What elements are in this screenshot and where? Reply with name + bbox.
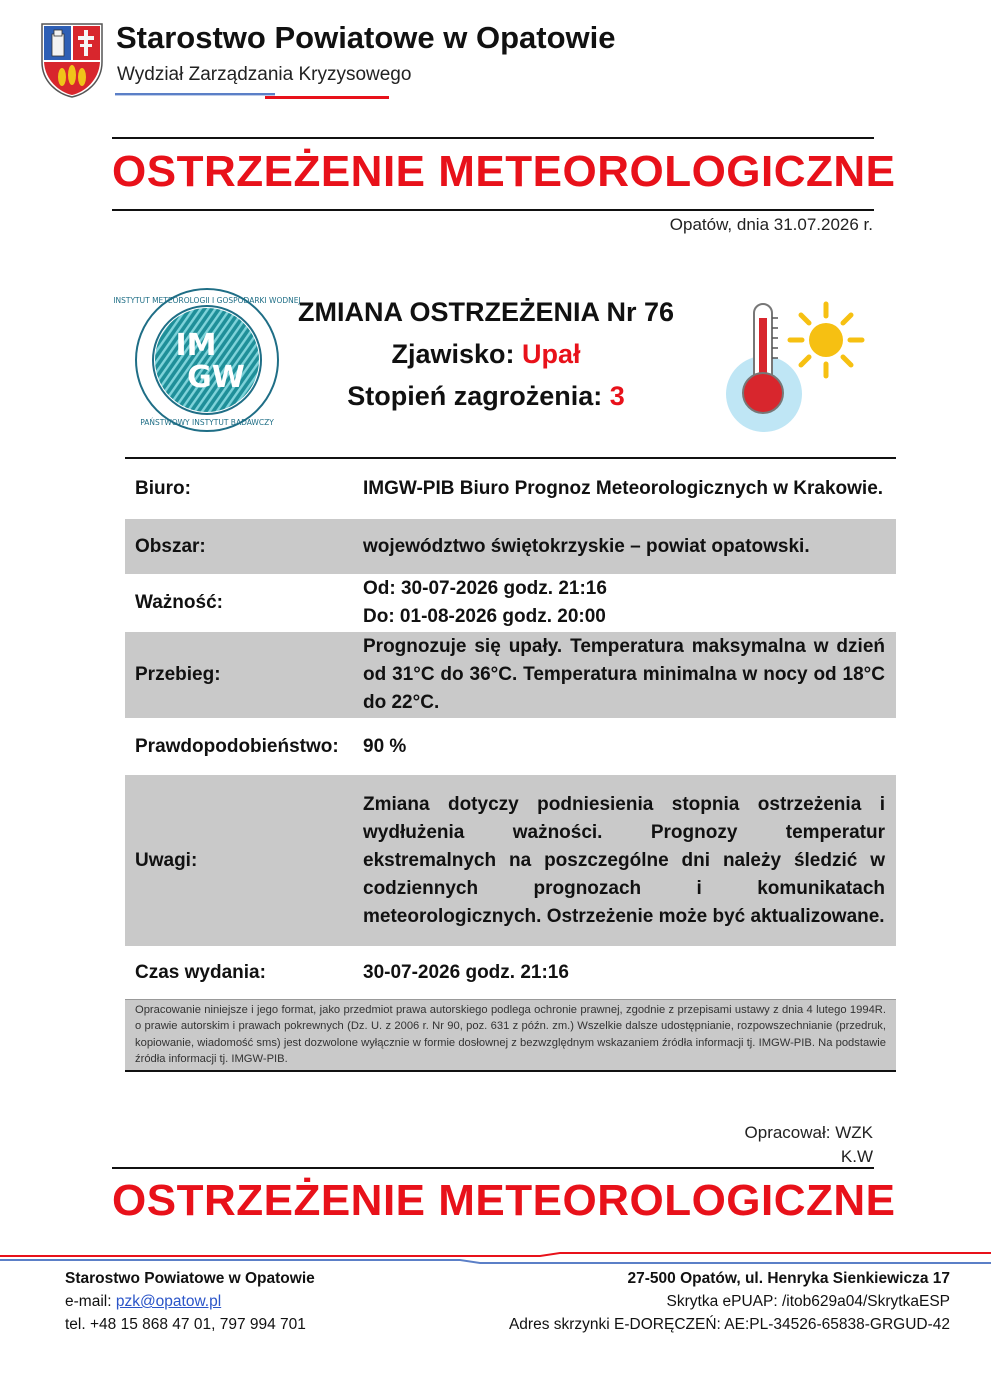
label-uwagi: Uwagi: (135, 849, 198, 871)
bottom-title: OSTRZEŻENIE METEOROLOGICZNE (112, 1176, 896, 1225)
valid-from: Od: 30-07-2026 godz. 21:16 (363, 578, 607, 599)
author-line-2: K.W (840, 1147, 873, 1166)
warning-table (125, 459, 896, 999)
row-przebieg (125, 632, 896, 718)
coat-of-arms-icon (40, 22, 104, 98)
row-obszar (125, 519, 896, 574)
label-biuro: Biuro: (135, 478, 191, 499)
footer-contact (65, 1267, 315, 1336)
warning-heading (285, 294, 687, 420)
imgw-mark-top: IM (175, 328, 217, 363)
row-biuro (125, 459, 896, 519)
footer-accent-stripe (0, 1251, 991, 1265)
value-przebieg: Prognozuje się upały. Temperatura maksymalna w dzień od 31°C do 36°C. Temperatura minimalna w nocy od 18°C do 22°C. (363, 636, 885, 713)
thermometer-sun-icon (722, 298, 867, 433)
footer-epuap: Skrytka ePUAP: /itob629a04/SkrytkaESP (666, 1293, 950, 1310)
phenomenon-line (285, 336, 687, 378)
author-line-1: Opracował: WZK (744, 1123, 873, 1142)
page-title: OSTRZEŻENIE METEOROLOGICZNE (112, 147, 896, 196)
level-value: 3 (609, 381, 625, 411)
footer-address (509, 1267, 950, 1336)
value-biuro: IMGW-PIB Biuro Prognoz Meteorologicznych w Krakowie. (363, 478, 884, 499)
footer-org: Starostwo Powiatowe w Opatowie (65, 1270, 315, 1287)
footer-phone: tel. +48 15 868 47 01, 797 994 701 (65, 1316, 306, 1333)
title-rule-bottom (112, 209, 874, 211)
value-waznosc (363, 575, 885, 631)
issue-date: Opatów, dnia 31.07.2026 r. (669, 215, 873, 234)
row-prawdopodobienstwo (125, 718, 896, 775)
footer-email-label: e-mail: (65, 1293, 116, 1310)
row-czas-wydania (125, 946, 896, 999)
value-prawdopodobienstwo: 90 % (363, 735, 407, 757)
phenomenon-label: Zjawisko: (391, 339, 515, 369)
footer-email-line (65, 1290, 315, 1313)
header-accent-line (115, 93, 389, 99)
imgw-logo-icon (113, 287, 301, 433)
bottom-title-rule (112, 1167, 874, 1169)
label-obszar: Obszar: (135, 535, 206, 557)
author-block (745, 1121, 873, 1169)
row-uwagi (125, 775, 896, 946)
value-czas-wydania: 30-07-2026 godz. 21:16 (363, 961, 569, 983)
title-rule-top (112, 137, 874, 139)
phenomenon-value: Upał (522, 339, 581, 369)
label-waznosc: Ważność: (135, 592, 223, 613)
footer-email-link[interactable]: pzk@opatow.pl (115, 1293, 222, 1310)
level-label: Stopień zagrożenia: (347, 381, 603, 411)
imgw-mark-bottom: GW (187, 360, 245, 395)
label-przebieg: Przebieg: (135, 664, 221, 685)
row-waznosc (125, 574, 896, 632)
footer-edoreczenia: Adres skrzynki E-DORĘCZEŃ: AE:PL-34526-65838-GRGUD-42 (508, 1316, 950, 1333)
org-subtitle: Wydział Zarządzania Kryzysowego (117, 64, 412, 85)
org-title: Starostwo Powiatowe w Opatowie (116, 20, 616, 55)
imgw-ring-text-top: INSTYTUT METEOROLOGII I GOSPODARKI WODNEJ (113, 296, 301, 305)
level-line (285, 378, 687, 420)
label-prawdopodobienstwo: Prawdopodobieństwo: (135, 735, 339, 757)
valid-to: Do: 01-08-2026 godz. 20:00 (363, 606, 606, 627)
value-obszar: województwo świętokrzyskie – powiat opatowski. (363, 535, 810, 557)
copyright-note: Opracowanie niniejsze i jego format, jako przedmiot prawa autorskiego podlega ochronie prawnej, zgodnie z przepisami ustawy z dnia 4 lutego 1994R. o prawie autorskim i prawach pokrewnych (Dz. U. z 2006 r. Nr 90, poz. 631 z późn. zm.) Wszelkie dalsze udostępnianie, rozpowszechnianie (przedruk, kopiowanie, wiadomość sms) jest dozwolone wyłącznie w formie dosłownej z bezwzględnym wskazaniem źródła informacji tj. IMGW-PIB. Na podstawie źródła informacji tj. IMGW-PIB. (125, 999, 896, 1072)
imgw-ring-text-bottom: PAŃSTWOWY INSTYTUT BADAWCZY (140, 418, 274, 427)
warning-number: ZMIANA OSTRZEŻENIA Nr 76 (297, 297, 675, 327)
label-czas-wydania: Czas wydania: (135, 961, 266, 983)
value-uwagi: Zmiana dotyczy podniesienia stopnia ostrzeżenia i wydłużenia ważności. Prognozy temperatur ekstremalnych na poszczególne dni należy śledzić w codziennych prognozach i komunikatach meteorologicznych. Ostrzeżenie może być aktualizowane. (363, 793, 885, 927)
footer-street: 27-500 Opatów, ul. Henryka Sienkiewicza 17 (627, 1270, 950, 1287)
